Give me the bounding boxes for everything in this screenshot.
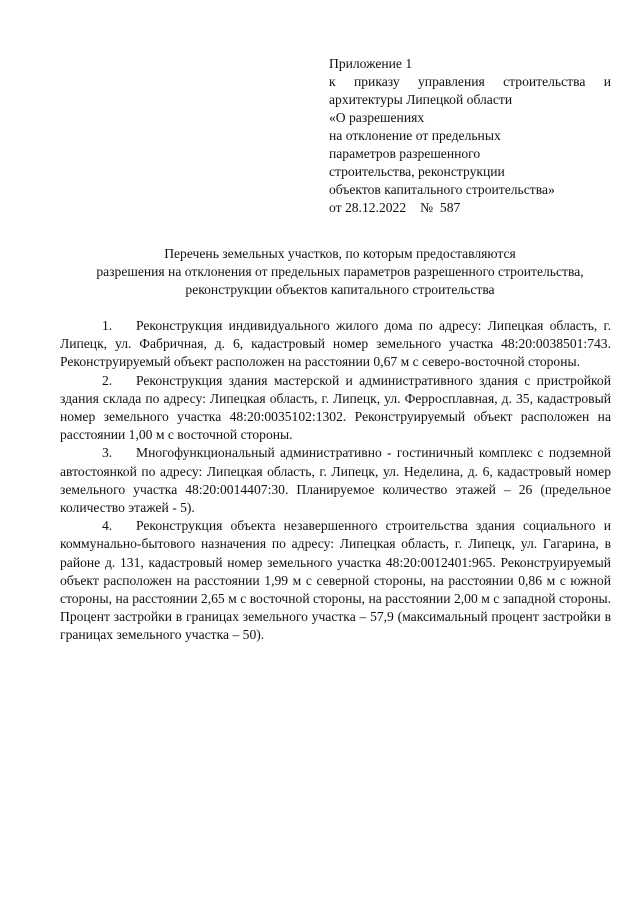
land-plots-list [60, 317, 611, 645]
list-item [60, 317, 611, 372]
item-text: Реконструкция здания мастерской и административного здания с пристройкой здания склада по адресу: Липецкая область, г. Липецк, ул. Ферросплавная, д. 35, кадастровый номер земельного участка 48:20:0035102:1302. Реконструируемый объект расположен на расстоянии 1,00 м с восточной стороны. [60, 372, 611, 443]
item-number: 2. [102, 372, 113, 388]
appendix-subject-line-3: параметров разрешенного [329, 146, 481, 161]
list-item [60, 372, 611, 445]
appendix-number-sign: № [420, 200, 434, 215]
appendix-title: Приложение 1 [329, 56, 413, 71]
item-number: 4. [102, 518, 113, 534]
appendix-date-number [329, 199, 611, 217]
item-number: 3. [102, 445, 113, 461]
appendix-date: от 28.12.2022 [329, 200, 407, 215]
appendix-header [329, 55, 611, 217]
appendix-subject-line-5: объектов капитального строительства» [329, 182, 555, 197]
title-line-1: Перечень земельных участков, по которым предоставляются [164, 246, 516, 261]
item-text: Реконструкция индивидуального жилого дома по адресу: Липецкая область, г. Липецк, ул. Фабричная, д. 6, кадастровый номер земельного участка 48:20:0038501:743. Реконструируемый объект расположен на расстоянии 0,67 м с северо-восточной стороны. [60, 318, 611, 370]
appendix-order-line: к приказу управления строительства и [329, 74, 611, 89]
list-item [60, 444, 611, 517]
title-line-3: реконструкции объектов капитального строительства [185, 282, 495, 297]
item-text: Реконструкция объекта незавершенного строительства здания социального и коммунально-бытового назначения по адресу: Липецкая область, г. Липецк, ул. Гагарина, в районе д. 131, кадастровый номер земельного участка 48:20:0012401:965. Реконструируемый объект расположен на расстоянии 1,99 м с северной стороны, на расстоянии 0,86 м с южной стороны, на расстоянии 2,65 м с восточной стороны, на расстоянии 2,00 м с западной стороны. Процент застройки в границах земельного участка – 57,9 (максимальный процент застройки в границах земельного участка – 50). [60, 518, 611, 643]
item-number: 1. [102, 318, 113, 333]
appendix-subject-line-2: на отклонение от предельных [329, 128, 501, 143]
item-text: Многофункциональный административно - гостиничный комплекс с подземной автостоянкой по адресу: Липецкая область, г. Липецк, ул. Неделина, д. 6, кадастровый номер земельного участка 48:20:0014407:30. Планируемое количество этажей – 26 (предельное количество этажей - 5). [60, 445, 611, 516]
appendix-authority-line: архитектуры Липецкой области [329, 92, 513, 107]
document-title [40, 245, 640, 299]
title-line-2: разрешения на отклонения от предельных параметров разрешенного строительства, [96, 264, 584, 279]
appendix-subject-line-4: строительства, реконструкции [329, 164, 505, 179]
appendix-number: 587 [439, 200, 461, 215]
list-item [60, 517, 611, 644]
appendix-subject-line-1: «О разрешениях [329, 110, 425, 125]
